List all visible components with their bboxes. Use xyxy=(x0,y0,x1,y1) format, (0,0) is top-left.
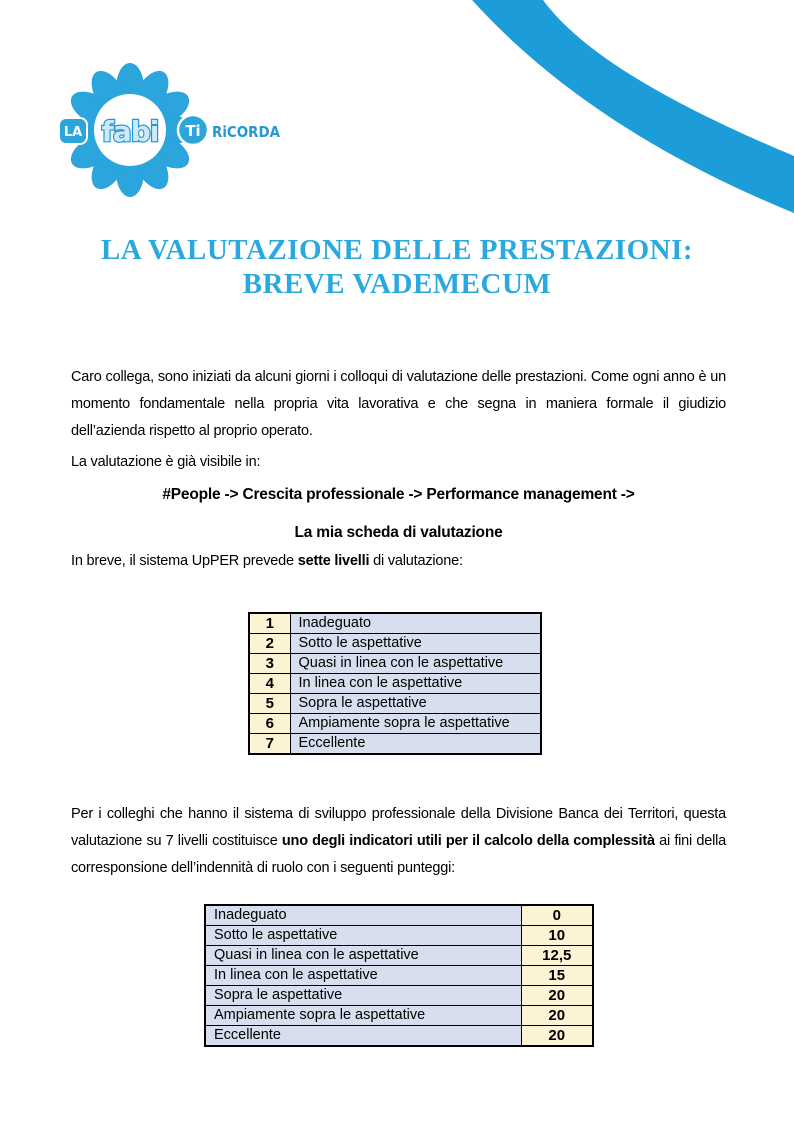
level-number-cell: 4 xyxy=(249,674,290,694)
table-row xyxy=(205,986,593,1006)
table-row xyxy=(249,734,541,755)
table-row xyxy=(249,694,541,714)
points-label-cell: In linea con le aspettative xyxy=(205,966,521,986)
levels-table xyxy=(248,612,542,755)
table-row xyxy=(249,634,541,654)
table-row xyxy=(205,926,593,946)
table-row xyxy=(249,613,541,634)
points-paragraph xyxy=(71,801,726,882)
points-table xyxy=(204,904,594,1047)
page-title-line-2: BREVE VADEMECUM xyxy=(242,268,552,300)
fabi-logo xyxy=(52,62,292,202)
level-number-cell: 7 xyxy=(249,734,290,755)
intro-paragraph: Caro collega, sono iniziati da alcuni giorni i colloqui di valutazione delle prestazioni. Come ogni anno è un momento fondamentale nella propria vita lavorativa e che segna in maniera formale il giudizio dell’azienda rispetto al proprio operato. xyxy=(71,368,726,439)
points-paragraph-post: ai fini della corresponsione dell’indennità di ruolo con i seguenti punteggi: xyxy=(71,832,726,876)
table-row xyxy=(205,1026,593,1047)
table-row xyxy=(205,905,593,926)
points-label-cell: Quasi in linea con le aspettative xyxy=(205,946,521,966)
points-value-cell: 15 xyxy=(521,966,593,986)
points-value-cell: 12,5 xyxy=(521,946,593,966)
level-label-cell: In linea con le aspettative xyxy=(290,674,541,694)
points-value-cell: 0 xyxy=(521,905,593,926)
table-row xyxy=(205,966,593,986)
page-title xyxy=(0,233,794,301)
breadcrumb-arrow-icon: -> xyxy=(224,485,239,503)
level-label-cell: Ampiamente sopra le aspettative xyxy=(290,714,541,734)
levels-intro xyxy=(71,551,726,571)
level-number-cell: 3 xyxy=(249,654,290,674)
logo-la-text: LA xyxy=(63,125,83,140)
level-label-cell: Sotto le aspettative xyxy=(290,634,541,654)
points-value-cell: 20 xyxy=(521,1026,593,1047)
table-row xyxy=(249,674,541,694)
points-label-cell: Eccellente xyxy=(205,1026,521,1047)
logo-fabi-text: fabi xyxy=(101,115,159,148)
table-row xyxy=(249,654,541,674)
levels-intro-bold: sette livelli xyxy=(297,552,370,569)
level-number-cell: 5 xyxy=(249,694,290,714)
table-row xyxy=(205,946,593,966)
points-value-cell: 20 xyxy=(521,986,593,1006)
page-title-line-1: LA VALUTAZIONE DELLE PRESTAZIONI: xyxy=(100,234,694,266)
level-label-cell: Sopra le aspettative xyxy=(290,694,541,714)
table-row xyxy=(205,1006,593,1026)
level-number-cell: 2 xyxy=(249,634,290,654)
points-label-cell: Sopra le aspettative xyxy=(205,986,521,1006)
points-value-cell: 10 xyxy=(521,926,593,946)
level-label-cell: Inadeguato xyxy=(290,613,541,634)
breadcrumb-line-2: La mia scheda di valutazione xyxy=(294,523,503,541)
breadcrumb-segment-performance: Performance management xyxy=(426,485,617,503)
points-label-cell: Inadeguato xyxy=(205,905,521,926)
points-value-cell: 20 xyxy=(521,1006,593,1026)
levels-intro-post: di valutazione: xyxy=(369,552,463,569)
breadcrumb-arrow-icon: -> xyxy=(408,485,423,503)
table-row xyxy=(249,714,541,734)
breadcrumb-segment-crescita: Crescita professionale xyxy=(242,485,405,503)
visibility-line: La valutazione è già visibile in: xyxy=(71,453,261,470)
level-label-cell: Quasi in linea con le aspettative xyxy=(290,654,541,674)
logo-ricorda-text: RiCORDA xyxy=(212,123,280,141)
breadcrumb xyxy=(71,484,726,506)
level-number-cell: 1 xyxy=(249,613,290,634)
points-label-cell: Sotto le aspettative xyxy=(205,926,521,946)
level-number-cell: 6 xyxy=(249,714,290,734)
points-paragraph-bold: uno degli indicatori utili per il calcolo della complessità xyxy=(281,832,655,849)
breadcrumb-arrow-icon: -> xyxy=(620,485,635,503)
points-label-cell: Ampiamente sopra le aspettative xyxy=(205,1006,521,1026)
points-paragraph-pre: Per i colleghi che hanno il sistema di sviluppo professionale della Divisione Banca dei Territori, questa valutazione su 7 livelli costituisce xyxy=(71,805,726,849)
corner-swoosh-decoration xyxy=(440,0,794,214)
breadcrumb-segment-people: #People xyxy=(162,485,221,503)
level-label-cell: Eccellente xyxy=(290,734,541,755)
levels-intro-pre: In breve, il sistema UpPER prevede xyxy=(71,552,298,569)
logo-ti-text: Ti xyxy=(185,122,201,140)
